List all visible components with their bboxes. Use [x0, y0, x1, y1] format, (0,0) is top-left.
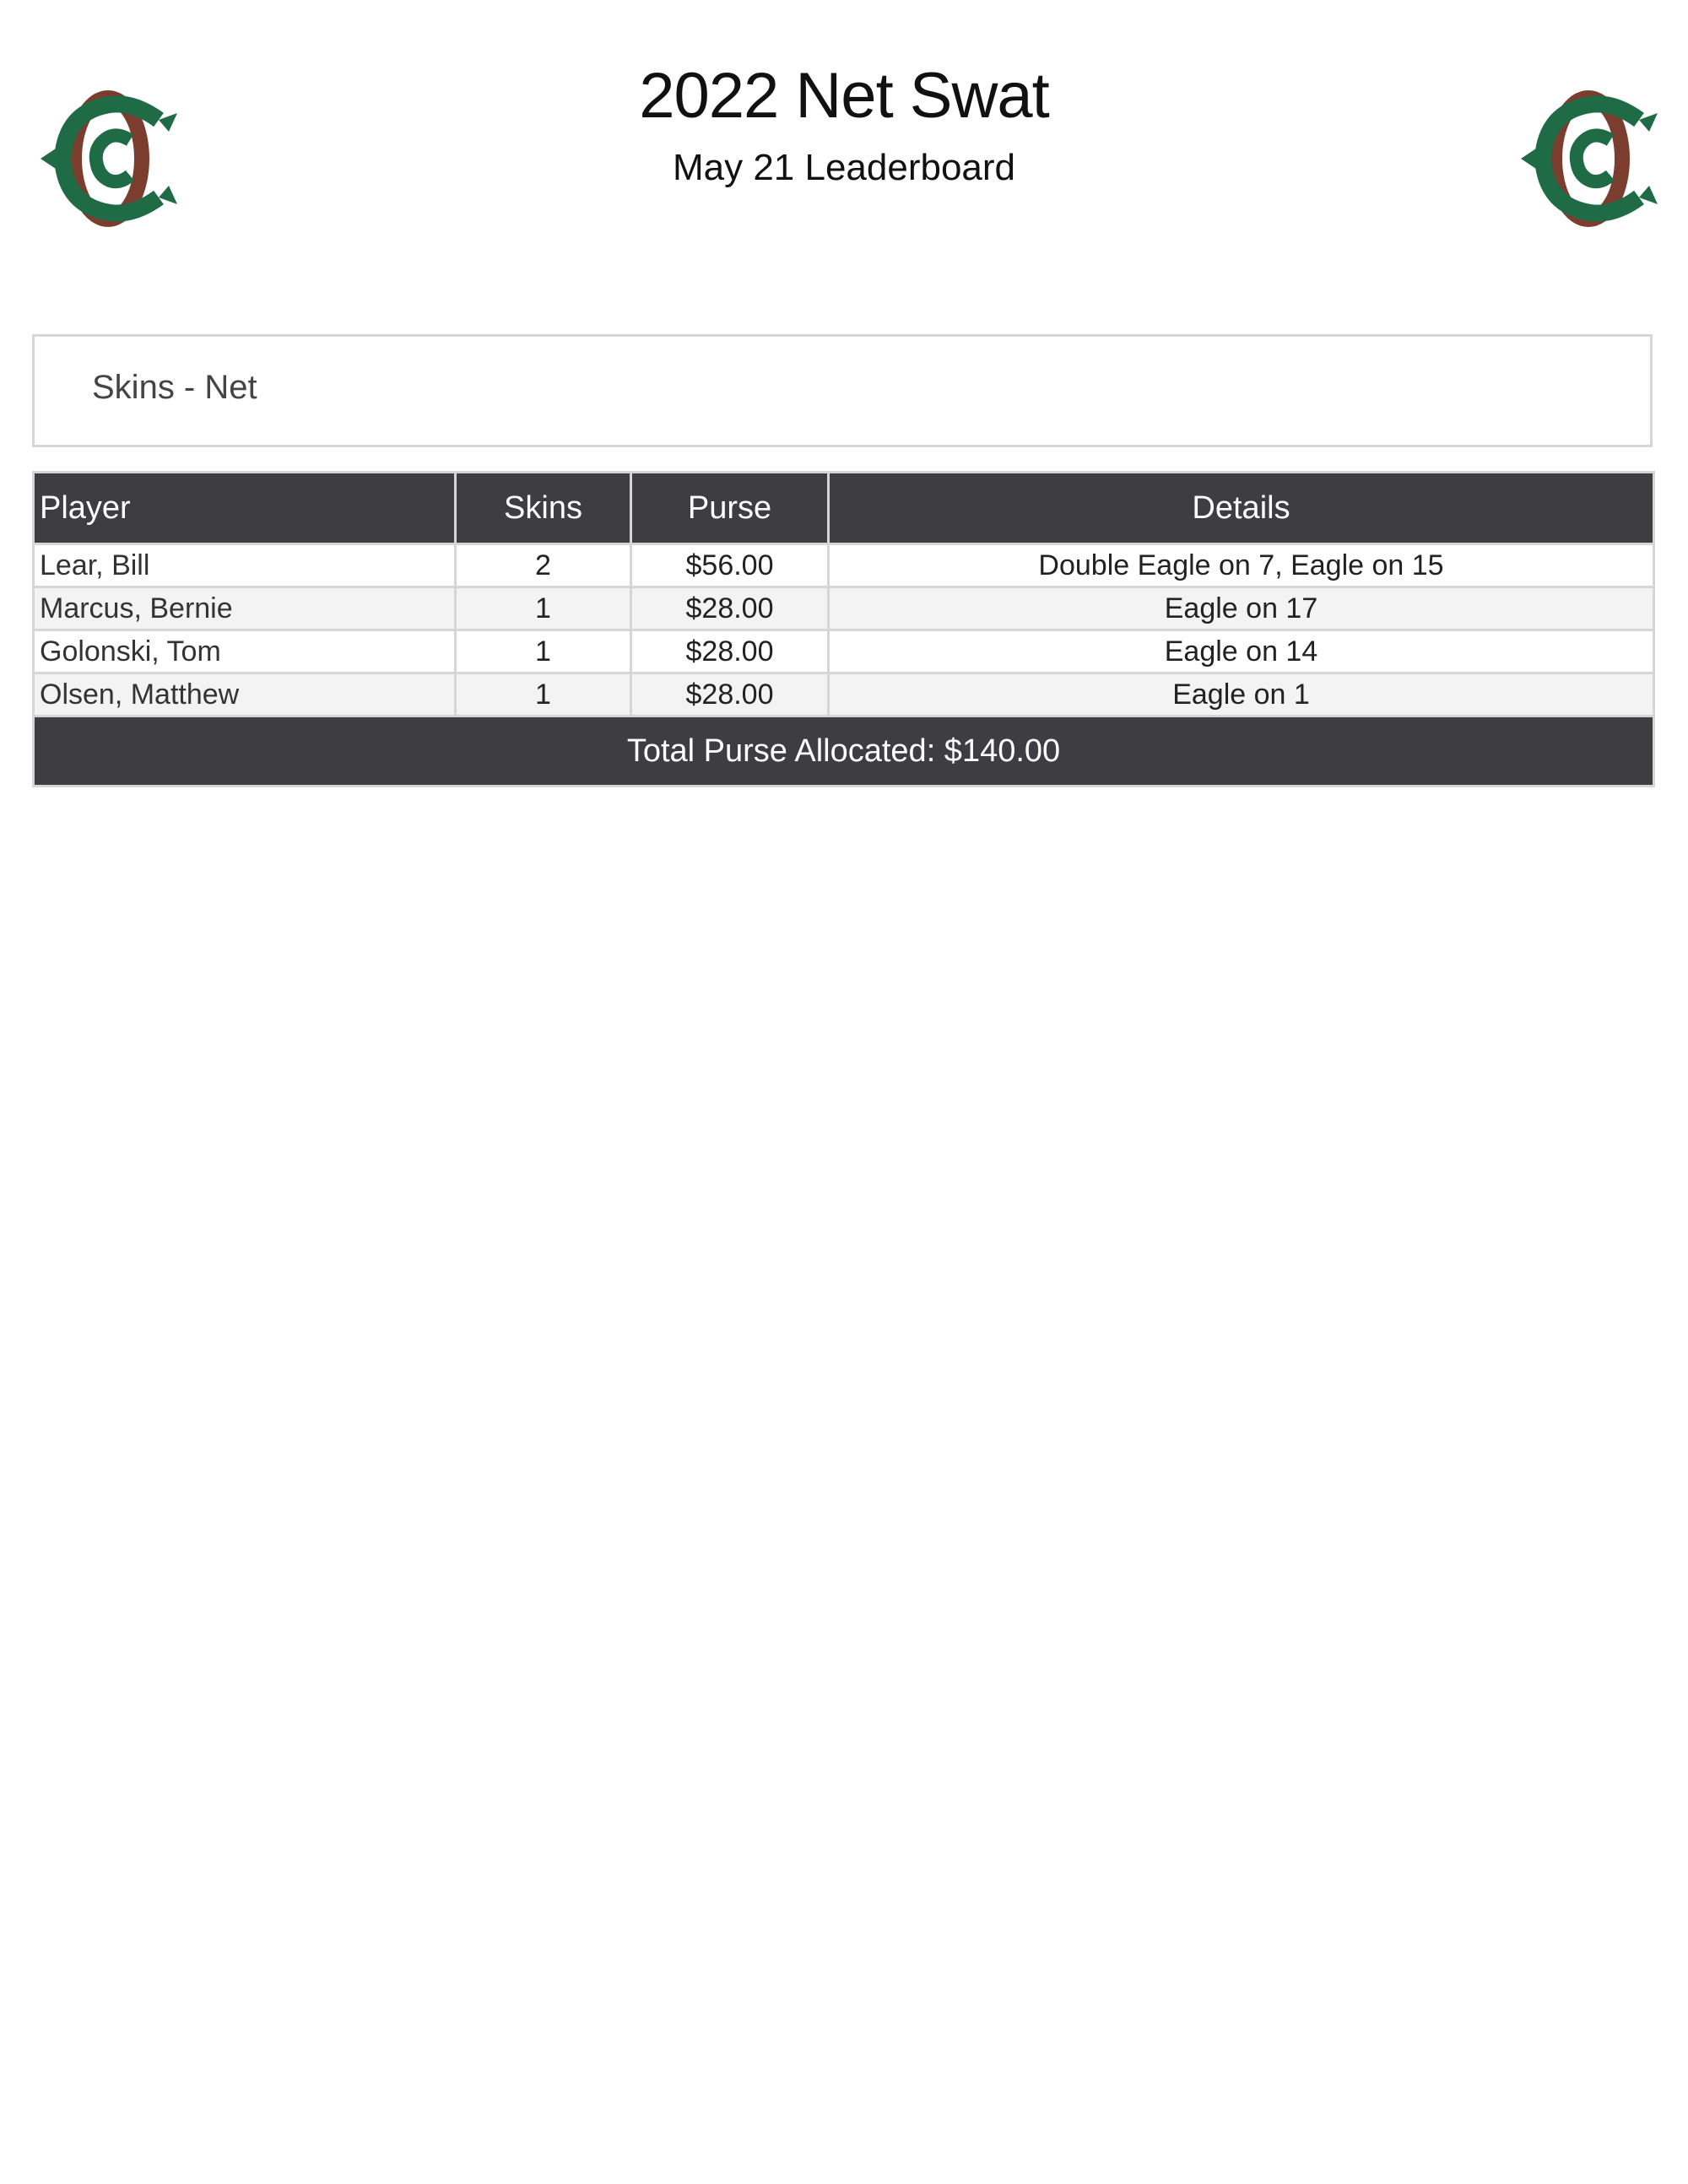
table-row: [34, 630, 1654, 673]
total-purse: Total Purse Allocated: $140.00: [34, 716, 1654, 787]
column-header-purse: Purse: [631, 473, 829, 544]
purse-amount: $28.00: [631, 587, 829, 630]
purse-amount: $56.00: [631, 544, 829, 587]
section-header: [32, 334, 1653, 447]
table-row: [34, 673, 1654, 716]
column-header-details: Details: [829, 473, 1654, 544]
skins-count: 1: [456, 587, 631, 630]
skins-count: 1: [456, 673, 631, 716]
column-header-skins: Skins: [456, 473, 631, 544]
skins-count: 1: [456, 630, 631, 673]
table-row: [34, 587, 1654, 630]
skin-details: Eagle on 14: [829, 630, 1654, 673]
skin-details: Eagle on 1: [829, 673, 1654, 716]
skin-details: Eagle on 17: [829, 587, 1654, 630]
player-name: Golonski, Tom: [34, 630, 456, 673]
column-header-player: Player: [34, 473, 456, 544]
player-name: Olsen, Matthew: [34, 673, 456, 716]
leaderboard-table: [32, 471, 1655, 787]
purse-amount: $28.00: [631, 630, 829, 673]
table-header-row: [34, 473, 1654, 544]
purse-amount: $28.00: [631, 673, 829, 716]
skins-count: 2: [456, 544, 631, 587]
page-title: 2022 Net Swat: [639, 60, 1049, 132]
skin-details: Double Eagle on 7, Eagle on 15: [829, 544, 1654, 587]
table-footer-row: [34, 716, 1654, 787]
table-row: [34, 544, 1654, 587]
player-name: Marcus, Bernie: [34, 587, 456, 630]
section-title: Skins - Net: [92, 369, 257, 406]
page-subtitle: May 21 Leaderboard: [672, 147, 1016, 188]
player-name: Lear, Bill: [34, 544, 456, 587]
